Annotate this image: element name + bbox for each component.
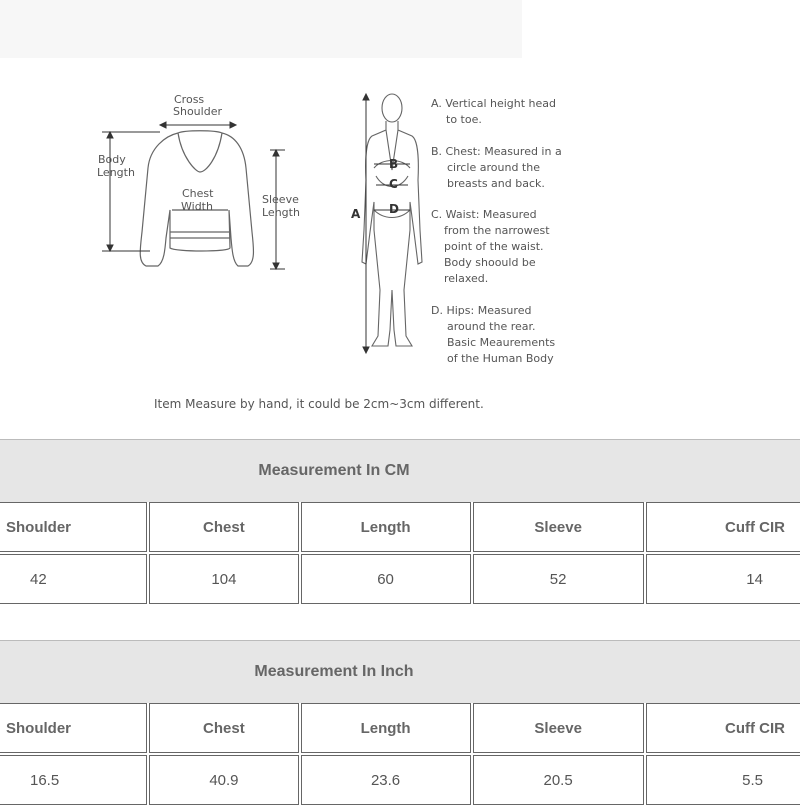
header-shoulder: Shoulder bbox=[0, 703, 147, 753]
legend-b-line-1: B. Chest: Measured in a bbox=[431, 145, 562, 158]
marker-c: C bbox=[389, 177, 398, 191]
header-cuff-cir: Cuff CIR bbox=[646, 502, 800, 552]
value-sleeve: 52 bbox=[473, 554, 644, 604]
chest-width-label-2: Width bbox=[181, 200, 213, 213]
measurement-diagram bbox=[0, 58, 800, 418]
chest-width-label-1: Chest bbox=[182, 187, 214, 200]
cm-table bbox=[0, 439, 800, 604]
table-header-row bbox=[0, 703, 800, 753]
legend-c-line-3: point of the waist. bbox=[444, 240, 544, 253]
value-shoulder: 42 bbox=[0, 554, 147, 604]
value-chest: 40.9 bbox=[149, 755, 298, 805]
table-title: Measurement In Inch bbox=[254, 663, 414, 680]
value-chest: 104 bbox=[149, 554, 298, 604]
measure-note: Item Measure by hand, it could be 2cm~3cm different. bbox=[154, 397, 484, 411]
legend-c-line-4: Body shoould be bbox=[444, 256, 536, 269]
value-length: 60 bbox=[301, 554, 471, 604]
legend-c-line-2: from the narrowest bbox=[444, 224, 550, 237]
header-sleeve: Sleeve bbox=[473, 502, 644, 552]
value-cuff-cir: 5.5 bbox=[646, 755, 800, 805]
header-shoulder: Shoulder bbox=[0, 502, 147, 552]
body-figure bbox=[362, 94, 422, 346]
legend-a-line-2: to toe. bbox=[446, 113, 482, 126]
table-title: Measurement In CM bbox=[258, 462, 410, 479]
legend-b-line-3: breasts and back. bbox=[447, 177, 545, 190]
legend-c-line-1: C. Waist: Measured bbox=[431, 208, 537, 221]
header-chest: Chest bbox=[149, 502, 298, 552]
legend-d-line-2: around the rear. bbox=[447, 320, 536, 333]
marker-b: B bbox=[389, 157, 399, 171]
table-header-row bbox=[0, 502, 800, 552]
body-length-label-2: Length bbox=[97, 166, 135, 179]
header-cuff-cir: Cuff CIR bbox=[646, 703, 800, 753]
cross-shoulder-label-2: Shoulder bbox=[173, 105, 222, 118]
legend-b-line-2: circle around the bbox=[447, 161, 540, 174]
header-length: Length bbox=[301, 703, 471, 753]
table-title-row bbox=[0, 439, 800, 502]
marker-d: D bbox=[389, 202, 399, 216]
body-length-label-1: Body bbox=[98, 153, 126, 166]
inch-table bbox=[0, 640, 800, 805]
legend-c-line-5: relaxed. bbox=[444, 272, 489, 285]
table-title-row bbox=[0, 640, 800, 703]
legend-d-line-4: of the Human Body bbox=[447, 352, 554, 365]
table-value-row bbox=[0, 554, 800, 604]
value-length: 23.6 bbox=[301, 755, 471, 805]
sleeve-length-label-2: Length bbox=[262, 206, 300, 219]
value-sleeve: 20.5 bbox=[473, 755, 644, 805]
value-shoulder: 16.5 bbox=[0, 755, 147, 805]
cross-shoulder-label-1: Cross bbox=[174, 93, 205, 106]
table-value-row bbox=[0, 755, 800, 805]
measurement-legend bbox=[431, 97, 562, 365]
legend-d-line-3: Basic Meaurements bbox=[447, 336, 556, 349]
header-chest: Chest bbox=[149, 703, 298, 753]
sleeve-length-label-1: Sleeve bbox=[262, 193, 299, 206]
legend-d-line-1: D. Hips: Measured bbox=[431, 304, 532, 317]
marker-a: A bbox=[351, 207, 361, 221]
value-cuff-cir: 14 bbox=[646, 554, 800, 604]
header-sleeve: Sleeve bbox=[473, 703, 644, 753]
header-length: Length bbox=[301, 502, 471, 552]
legend-a-line-1: A. Vertical height head bbox=[431, 97, 557, 110]
top-banner bbox=[0, 0, 522, 58]
